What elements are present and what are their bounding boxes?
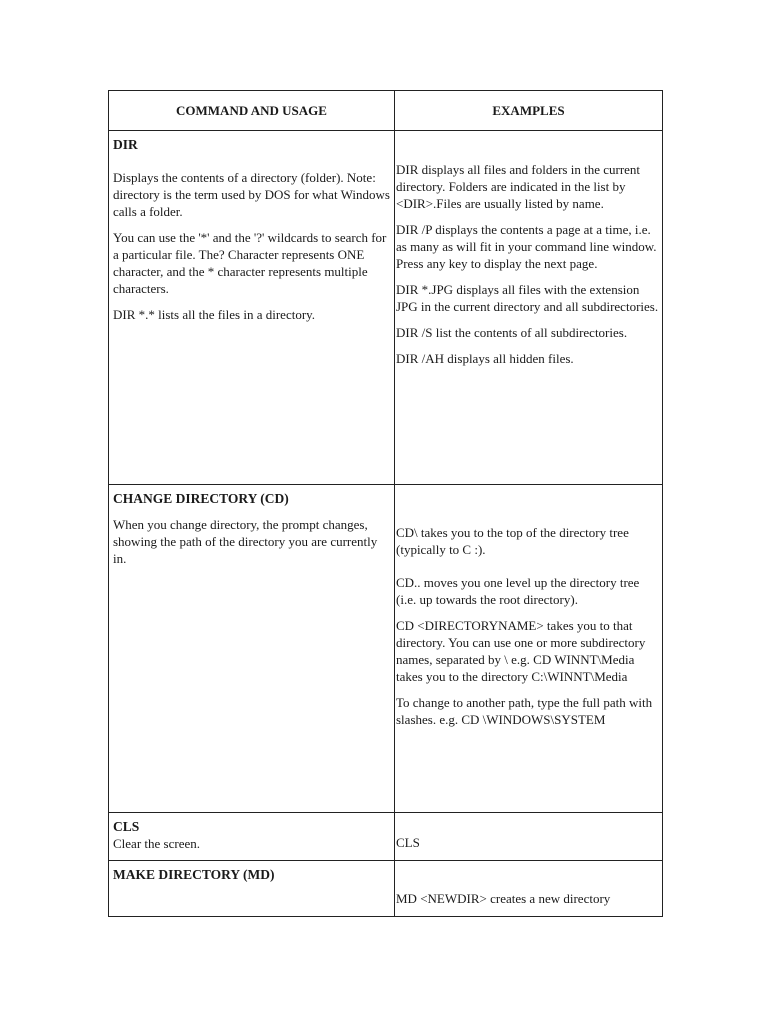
description-paragraph: Clear the screen. [113, 836, 200, 851]
example-paragraph: CLS [396, 835, 420, 850]
command-description [113, 835, 390, 852]
command-name: DIR [113, 137, 138, 152]
examples-list [396, 813, 660, 851]
table-row [109, 131, 663, 485]
examples-list [396, 485, 660, 728]
examples-cell [395, 861, 663, 917]
command-description [113, 507, 390, 567]
command-table [108, 90, 663, 917]
example-paragraph: DIR /S list the contents of all subdirectories. [396, 325, 628, 340]
command-description [113, 153, 390, 323]
example-paragraph: DIR *.JPG displays all files with the extension JPG in the current directory and all subdirectories. [396, 282, 659, 314]
command-cell [109, 485, 395, 813]
example-paragraph: DIR displays all files and folders in the current directory. Folders are indicated in the list by <DIR>.Files are usually listed by name. [396, 162, 641, 211]
example-paragraph: CD <DIRECTORYNAME> takes you to that directory. You can use one or more subdirectory names, separated by \ e.g. CD WINNT\Media takes you to the directory C:\WINNT\Media [396, 618, 646, 684]
table-row [109, 485, 663, 813]
table-header-row [109, 91, 663, 131]
example-paragraph: MD <NEWDIR> creates a new directory [396, 891, 611, 906]
header-command-usage: COMMAND AND USAGE [109, 91, 395, 131]
description-paragraph: Displays the contents of a directory (folder). Note: directory is the term used by DOS for what Windows calls a folder. [113, 170, 390, 219]
examples-cell [395, 131, 663, 485]
example-paragraph: CD.. moves you one level up the directory tree (i.e. up towards the root directory). [396, 575, 640, 607]
description-paragraph: You can use the '*' and the '?' wildcards to search for a particular file. The? Character represents ONE character, and the * character represents multiple characters. [113, 230, 387, 296]
command-cell [109, 813, 395, 861]
example-paragraph: DIR /P displays the contents a page at a time, i.e. as many as will fit in your command line window. Press any key to display the next page. [396, 222, 657, 271]
example-paragraph: DIR /AH displays all hidden files. [396, 351, 574, 366]
description-paragraph: DIR *.* lists all the files in a directory. [113, 307, 316, 322]
command-cell [109, 131, 395, 485]
command-name: MAKE DIRECTORY (MD) [113, 867, 275, 882]
examples-cell [395, 485, 663, 813]
command-cell [109, 861, 395, 917]
command-name: CLS [113, 819, 140, 834]
table-row [109, 861, 663, 917]
example-paragraph: To change to another path, type the full path with slashes. e.g. CD \WINDOWS\SYSTEM [396, 695, 653, 727]
command-name: CHANGE DIRECTORY (CD) [113, 491, 289, 506]
examples-list [396, 131, 660, 367]
description-paragraph: When you change directory, the prompt changes, showing the path of the directory you are currently in. [113, 517, 378, 566]
example-paragraph: CD\ takes you to the top of the directory tree (typically to C :). [396, 525, 629, 557]
header-examples: EXAMPLES [395, 91, 663, 131]
table-row [109, 813, 663, 861]
examples-cell [395, 813, 663, 861]
examples-list [396, 861, 660, 907]
